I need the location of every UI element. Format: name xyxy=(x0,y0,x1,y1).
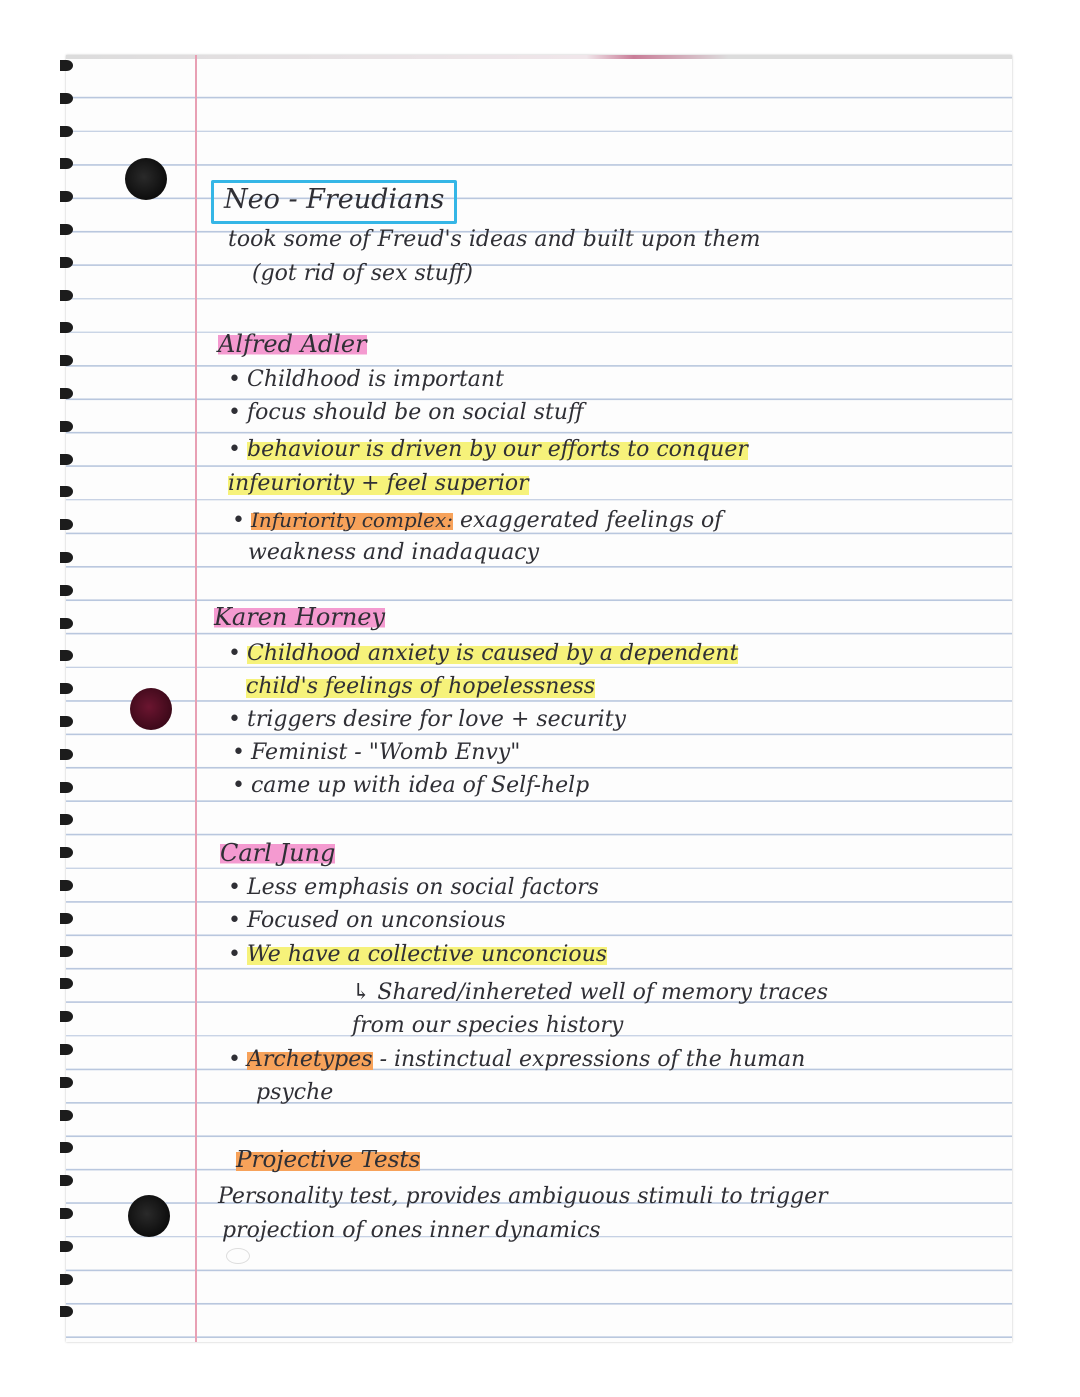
spiral-coil xyxy=(60,519,73,530)
projective-heading: Projective Tests xyxy=(236,1147,421,1173)
horney-bullet-1-continued: child's feelings of hopelessness xyxy=(246,674,596,699)
page-top-edge xyxy=(66,55,1012,59)
adler-bullet-3: • behaviour is driven by our efforts to conquer xyxy=(228,437,748,462)
spiral-coil xyxy=(60,1241,73,1252)
horney-bullet-1: • Childhood anxiety is caused by a dependent xyxy=(228,641,739,666)
jung-bullet-1: • Less emphasis on social factors xyxy=(228,875,599,900)
jung-bullet-4-continued: psyche xyxy=(256,1080,334,1105)
spiral-coil xyxy=(60,322,73,333)
adler-bullet-2: • focus should be on social stuff xyxy=(228,400,584,425)
spiral-coil xyxy=(60,454,73,465)
spiral-coil xyxy=(60,1077,73,1088)
spiral-coil xyxy=(60,650,73,661)
spiral-coil xyxy=(60,552,73,563)
jung-subpoint-2: from our species history xyxy=(352,1013,624,1038)
spiral-coil xyxy=(60,880,73,891)
adler-bullet-4-text: exaggerated feelings of xyxy=(459,508,723,533)
spiral-coil xyxy=(60,618,73,629)
projective-line-1: Personality test, provides ambiguous stimuli to trigger xyxy=(218,1184,828,1209)
spiral-coil xyxy=(60,290,73,301)
spiral-coil xyxy=(60,158,73,169)
binder-hole-middle xyxy=(130,688,172,730)
jung-bullet-1-text: Less emphasis on social factors xyxy=(246,875,599,900)
jung-bullet-2-text: Focused on unconsious xyxy=(246,908,506,933)
jung-subpoint-1: ↳ Shared/inhereted well of memory traces xyxy=(352,980,829,1005)
spiral-coil xyxy=(60,355,73,366)
page-title: Neo - Freudians xyxy=(224,184,445,215)
horney-bullet-3-text: Feminist - "Womb Envy" xyxy=(250,740,521,765)
spiral-coil xyxy=(60,847,73,858)
spiral-coil xyxy=(60,1175,73,1186)
spiral-coil xyxy=(60,978,73,989)
adler-bullet-4: • Infuriority complex: exaggerated feelings of xyxy=(232,508,723,533)
spiral-coil xyxy=(60,421,73,432)
adler-bullet-1-text: Childhood is important xyxy=(246,367,504,392)
adler-bullet-2-text: focus should be on social stuff xyxy=(246,400,584,425)
spiral-coil xyxy=(60,946,73,957)
adler-bullet-3-text: behaviour is driven by our efforts to conquer xyxy=(246,437,748,462)
adler-bullet-4-continued: weakness and inadaquacy xyxy=(248,540,540,565)
spiral-coil xyxy=(60,257,73,268)
adler-bullet-1: • Childhood is important xyxy=(228,367,504,392)
projective-line-2: projection of ones inner dynamics xyxy=(222,1218,601,1243)
jung-heading: Carl Jung xyxy=(220,839,336,867)
jung-bullet-3-text: We have a collective unconcious xyxy=(246,942,608,967)
spiral-binding xyxy=(60,58,76,1338)
horney-bullet-3: • Feminist - "Womb Envy" xyxy=(232,740,521,765)
spiral-coil xyxy=(60,585,73,596)
spiral-coil xyxy=(60,93,73,104)
binder-hole-bottom xyxy=(128,1195,170,1237)
spiral-coil xyxy=(60,191,73,202)
spiral-coil xyxy=(60,1044,73,1055)
spiral-coil xyxy=(60,1142,73,1153)
spiral-coil xyxy=(60,1110,73,1121)
horney-bullet-4-text: came up with idea of Self-help xyxy=(250,773,590,798)
spiral-coil xyxy=(60,716,73,727)
spiral-coil xyxy=(60,913,73,924)
spiral-coil xyxy=(60,1306,73,1317)
archetypes-term: Archetypes xyxy=(246,1047,373,1072)
adler-bullet-3-continued: infeuriority + feel superior xyxy=(228,471,529,496)
spiral-coil xyxy=(60,782,73,793)
horney-heading: Karen Horney xyxy=(214,603,386,631)
spiral-coil xyxy=(60,224,73,235)
spiral-coil xyxy=(60,814,73,825)
intro-line-1: took some of Freud's ideas and built upon them xyxy=(228,227,761,252)
horney-bullet-2-text: triggers desire for love + security xyxy=(246,707,626,732)
jung-bullet-4-text: - instinctual expressions of the human xyxy=(379,1047,806,1072)
binder-hole-top xyxy=(125,158,167,200)
jung-bullet-3: • We have a collective unconcious xyxy=(228,942,608,967)
margin-line xyxy=(195,55,197,1342)
pencil-smudge xyxy=(226,1248,250,1264)
spiral-coil xyxy=(60,1011,73,1022)
spiral-coil xyxy=(60,749,73,760)
spiral-coil xyxy=(60,126,73,137)
spiral-coil xyxy=(60,60,73,71)
adler-heading: Alfred Adler xyxy=(218,330,367,358)
jung-bullet-2: • Focused on unconsious xyxy=(228,908,506,933)
spiral-coil xyxy=(60,1274,73,1285)
jung-bullet-4: • Archetypes - instinctual expressions of the human xyxy=(228,1047,806,1072)
spiral-coil xyxy=(60,683,73,694)
intro-line-2: (got rid of sex stuff) xyxy=(252,261,473,286)
spiral-coil xyxy=(60,486,73,497)
horney-bullet-2: • triggers desire for love + security xyxy=(228,707,626,732)
spiral-coil xyxy=(60,388,73,399)
horney-bullet-4: • came up with idea of Self-help xyxy=(232,773,590,798)
inferiority-complex-term: Infuriority complex: xyxy=(250,508,453,532)
horney-bullet-1-text: Childhood anxiety is caused by a dependent xyxy=(246,641,739,666)
spiral-coil xyxy=(60,1208,73,1219)
